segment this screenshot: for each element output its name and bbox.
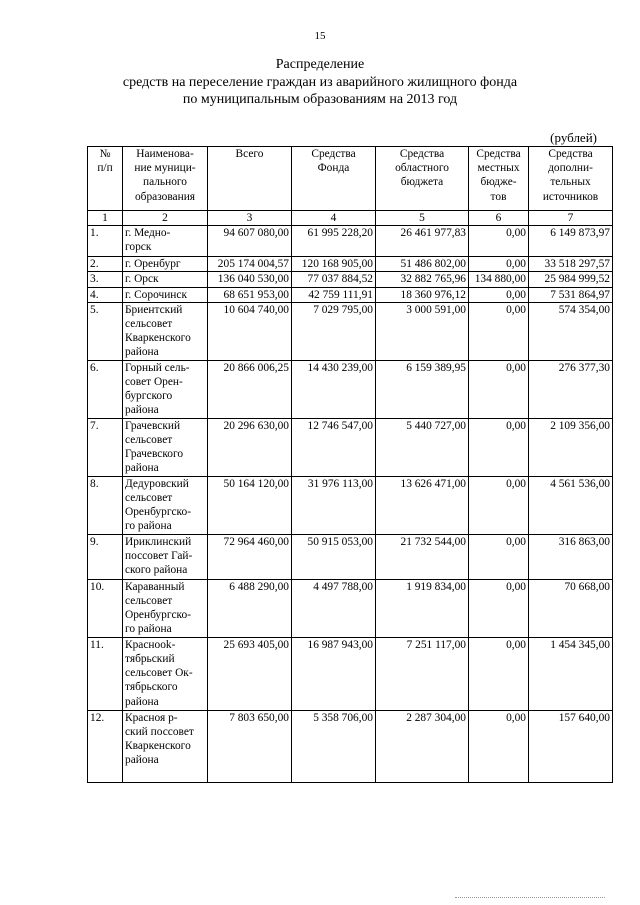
name-line: района — [125, 404, 159, 417]
header-line: Средства — [476, 148, 521, 160]
municipality-name — [123, 302, 208, 360]
local-budget-cell: 0,00 — [469, 710, 529, 782]
total-cell: 7 803 650,00 — [208, 710, 292, 782]
fund-cell: 42 759 111,91 — [292, 287, 376, 302]
name-line: Караванный — [125, 580, 185, 593]
total-cell: 20 296 630,00 — [208, 418, 292, 476]
local-budget-cell: 0,00 — [469, 418, 529, 476]
row-number: 10. — [88, 579, 123, 637]
name-line: горск — [125, 241, 152, 254]
header-line: Всего — [235, 148, 264, 160]
fund-cell: 31 976 113,00 — [292, 476, 376, 534]
total-cell: 20 866 006,25 — [208, 360, 292, 418]
additional-sources-cell: 33 518 297,57 — [529, 257, 613, 272]
header-line: дополни- — [548, 162, 593, 175]
column-number: 2 — [123, 211, 208, 226]
column-number: 7 — [529, 211, 613, 226]
name-line: Оренбургско- — [125, 609, 191, 622]
fund-cell: 14 430 239,00 — [292, 360, 376, 418]
table-row — [88, 534, 613, 579]
additional-sources-cell: 574 354,00 — [529, 302, 613, 360]
column-number: 3 — [208, 211, 292, 226]
header-line: Средства — [548, 148, 593, 160]
regional-budget-cell: 26 461 977,83 — [376, 226, 469, 257]
municipality-name — [123, 418, 208, 476]
municipality-name — [123, 476, 208, 534]
header-line: № — [99, 148, 111, 160]
name-line: сельсовет — [125, 595, 173, 608]
total-cell: 205 174 004,57 — [208, 257, 292, 272]
name-line: г. Сорочинск — [125, 288, 187, 301]
header-cell-1 — [88, 147, 123, 211]
table-row — [88, 418, 613, 476]
name-line: Ириклинский — [125, 535, 192, 548]
header-line: образования — [134, 190, 196, 203]
additional-sources-cell: 2 109 356,00 — [529, 418, 613, 476]
name-line: Оренбургско- — [125, 506, 191, 519]
fund-cell: 77 037 884,52 — [292, 272, 376, 287]
regional-budget-cell: 6 159 389,95 — [376, 360, 469, 418]
footer-mark — [455, 897, 605, 901]
header-line: Средства — [311, 148, 356, 160]
local-budget-cell: 0,00 — [469, 287, 529, 302]
fund-cell: 12 746 547,00 — [292, 418, 376, 476]
regional-budget-cell: 1 919 834,00 — [376, 579, 469, 637]
column-number: 1 — [88, 211, 123, 226]
name-line: тябрьского — [125, 681, 178, 694]
local-budget-cell: 134 880,00 — [469, 272, 529, 287]
table-row — [88, 476, 613, 534]
local-budget-cell: 0,00 — [469, 534, 529, 579]
additional-sources-cell: 70 668,00 — [529, 579, 613, 637]
total-cell: 136 040 530,00 — [208, 272, 292, 287]
table-row — [88, 287, 613, 302]
name-line: сельсовет — [125, 492, 173, 505]
name-line: г. Оренбург — [125, 258, 181, 271]
name-line: г. Медно- — [125, 227, 171, 240]
local-budget-cell: 0,00 — [469, 579, 529, 637]
header-line: п/п — [97, 162, 113, 175]
name-line: совет Орен- — [125, 376, 183, 389]
header-line: Наименова- — [136, 148, 194, 160]
table-row — [88, 272, 613, 287]
fund-cell: 50 915 053,00 — [292, 534, 376, 579]
table-row — [88, 360, 613, 418]
name-line: сельсовет — [125, 434, 173, 447]
name-line: Красноя р- — [125, 711, 178, 724]
column-number: 5 — [376, 211, 469, 226]
additional-sources-cell: 6 149 873,97 — [529, 226, 613, 257]
municipality-name — [123, 257, 208, 272]
allocation-table — [87, 146, 613, 783]
row-number: 12. — [88, 710, 123, 782]
row-number: 8. — [88, 476, 123, 534]
table-row — [88, 302, 613, 360]
regional-budget-cell: 32 882 765,96 — [376, 272, 469, 287]
table-row — [88, 226, 613, 257]
name-line: поссовет Гай- — [125, 550, 193, 563]
title-line-2: средств на переселение граждан из аварийного жилищного фонда — [122, 74, 518, 90]
municipality-name — [123, 287, 208, 302]
header-line: тельных — [550, 176, 591, 189]
local-budget-cell: 0,00 — [469, 257, 529, 272]
header-cell-6 — [469, 147, 529, 211]
name-line: сельсовет Ок- — [125, 667, 193, 680]
total-cell: 72 964 460,00 — [208, 534, 292, 579]
currency-unit: (рублей) — [550, 130, 597, 145]
document-title — [0, 56, 640, 109]
municipality-name — [123, 272, 208, 287]
name-line: района — [125, 346, 159, 359]
regional-budget-cell: 51 486 802,00 — [376, 257, 469, 272]
total-cell: 94 607 080,00 — [208, 226, 292, 257]
header-line: Фонда — [317, 162, 350, 175]
additional-sources-cell: 276 377,30 — [529, 360, 613, 418]
fund-cell: 61 995 228,20 — [292, 226, 376, 257]
page-number: 15 — [314, 30, 326, 42]
header-line: областного — [395, 162, 449, 175]
fund-cell: 5 358 706,00 — [292, 710, 376, 782]
regional-budget-cell: 21 732 544,00 — [376, 534, 469, 579]
total-cell: 6 488 290,00 — [208, 579, 292, 637]
name-line: го района — [125, 520, 172, 533]
row-number: 9. — [88, 534, 123, 579]
municipality-name — [123, 637, 208, 710]
fund-cell: 120 168 905,00 — [292, 257, 376, 272]
fund-cell: 4 497 788,00 — [292, 579, 376, 637]
municipality-name — [123, 360, 208, 418]
name-line: тябрьский — [125, 653, 175, 666]
regional-budget-cell: 18 360 976,12 — [376, 287, 469, 302]
header-line: бюджета — [400, 176, 444, 189]
name-line: Грачевского — [125, 448, 184, 461]
municipality-name — [123, 710, 208, 782]
table-row — [88, 579, 613, 637]
header-cell-2 — [123, 147, 208, 211]
table-row — [88, 637, 613, 710]
header-cell-5 — [376, 147, 469, 211]
name-line: Горный сель- — [125, 361, 190, 374]
additional-sources-cell: 316 863,00 — [529, 534, 613, 579]
total-cell: 50 164 120,00 — [208, 476, 292, 534]
name-line: Кваркенского — [125, 740, 191, 753]
total-cell: 68 651 953,00 — [208, 287, 292, 302]
name-line: Бриентский — [125, 303, 183, 316]
name-line: района — [125, 462, 159, 475]
header-cell-4 — [292, 147, 376, 211]
name-line: Кваркенского — [125, 332, 191, 345]
table-row — [88, 710, 613, 782]
header-line: тов — [490, 190, 507, 203]
header-line: местных — [477, 162, 520, 175]
header-cell-3 — [208, 147, 292, 211]
name-line: Дедуровский — [125, 477, 189, 490]
name-line: района — [125, 695, 159, 708]
additional-sources-cell: 7 531 864,97 — [529, 287, 613, 302]
column-number: 6 — [469, 211, 529, 226]
header-line: источников — [542, 190, 599, 203]
name-line: сельсовет — [125, 318, 173, 331]
additional-sources-cell: 1 454 345,00 — [529, 637, 613, 710]
local-budget-cell: 0,00 — [469, 476, 529, 534]
local-budget-cell: 0,00 — [469, 360, 529, 418]
name-line: ский поссовет — [125, 726, 194, 739]
additional-sources-cell: 4 561 536,00 — [529, 476, 613, 534]
title-line-3: по муниципальным образованиям на 2013 год — [182, 92, 458, 107]
additional-sources-cell: 157 640,00 — [529, 710, 613, 782]
row-number: 5. — [88, 302, 123, 360]
additional-sources-cell: 25 984 999,52 — [529, 272, 613, 287]
name-line: г. Орск — [125, 273, 159, 286]
total-cell: 10 604 740,00 — [208, 302, 292, 360]
fund-cell: 7 029 795,00 — [292, 302, 376, 360]
name-line: Краснооk- — [125, 638, 176, 651]
regional-budget-cell: 13 626 471,00 — [376, 476, 469, 534]
municipality-name — [123, 226, 208, 257]
header-line: бюдже- — [480, 176, 517, 189]
local-budget-cell: 0,00 — [469, 637, 529, 710]
row-number: 6. — [88, 360, 123, 418]
row-number: 2. — [88, 257, 123, 272]
regional-budget-cell: 2 287 304,00 — [376, 710, 469, 782]
header-line: ние муници- — [134, 162, 196, 175]
row-number: 3. — [88, 272, 123, 287]
name-line: района — [125, 754, 159, 767]
header-line: Средства — [399, 148, 445, 160]
local-budget-cell: 0,00 — [469, 226, 529, 257]
fund-cell: 16 987 943,00 — [292, 637, 376, 710]
title-line-1: Распределение — [275, 57, 365, 72]
column-number-row — [88, 211, 613, 226]
local-budget-cell: 0,00 — [469, 302, 529, 360]
name-line: бургского — [125, 390, 173, 403]
name-line: ского района — [125, 564, 188, 577]
regional-budget-cell: 7 251 117,00 — [376, 637, 469, 710]
row-number: 4. — [88, 287, 123, 302]
name-line: Грачевский — [125, 419, 181, 432]
regional-budget-cell: 3 000 591,00 — [376, 302, 469, 360]
row-number: 7. — [88, 418, 123, 476]
row-number: 1. — [88, 226, 123, 257]
row-number: 11. — [88, 637, 123, 710]
name-line: го района — [125, 623, 172, 636]
regional-budget-cell: 5 440 727,00 — [376, 418, 469, 476]
municipality-name — [123, 534, 208, 579]
header-line: пального — [142, 176, 187, 189]
table-row — [88, 257, 613, 272]
municipality-name — [123, 579, 208, 637]
total-cell: 25 693 405,00 — [208, 637, 292, 710]
header-row — [88, 147, 613, 211]
header-cell-7 — [529, 147, 613, 211]
column-number: 4 — [292, 211, 376, 226]
